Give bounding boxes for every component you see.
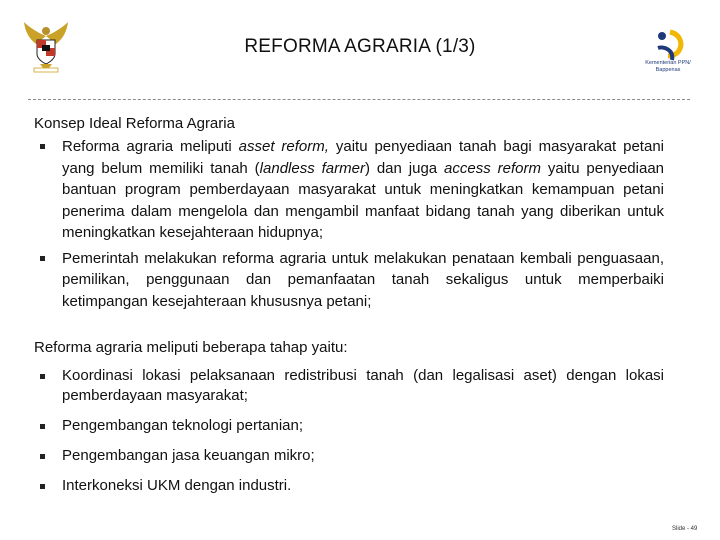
bullet-square-icon bbox=[40, 144, 45, 149]
list-item: Pengembangan teknologi pertanian; bbox=[34, 416, 664, 436]
slide-header bbox=[0, 0, 720, 100]
section-heading-konsep: Konsep Ideal Reforma Agraria bbox=[34, 115, 235, 132]
list-item: Pemerintah melakukan reforma agraria untuk melakukan penataan kembali penguasaan, pemilikan, penggunaan dan pemanfaatan tanah sekaligus untuk memperbaiki ketimpangan kesejahteraan khususnya petani; bbox=[34, 248, 664, 313]
bappenas-logo-text: Kementerian PPN/ Bappenas bbox=[645, 60, 691, 73]
section-heading-tahap: Reforma agraria meliputi beberapa tahap yaitu: bbox=[34, 339, 348, 356]
bullet-square-icon bbox=[40, 256, 45, 261]
tahap-list bbox=[34, 366, 664, 496]
slide-content bbox=[34, 114, 664, 506]
list-item: Interkoneksi UKM dengan industri. bbox=[34, 476, 664, 496]
list-item: Pengembangan jasa keuangan mikro; bbox=[34, 446, 664, 466]
bullet-square-icon bbox=[40, 454, 45, 459]
konsep-list bbox=[34, 136, 664, 312]
page-title: REFORMA AGRARIA (1/3) bbox=[244, 36, 476, 57]
list-item: Koordinasi lokasi pelaksanaan redistribusi tanah (dan legalisasi aset) dengan lokasi pemberdayaan masyarakat; bbox=[34, 366, 664, 406]
bullet-square-icon bbox=[40, 424, 45, 429]
bullet-square-icon bbox=[40, 374, 45, 379]
bullet-square-icon bbox=[40, 484, 45, 489]
header-divider bbox=[28, 99, 690, 100]
slide-number: Slide - 49 bbox=[672, 526, 698, 532]
list-item: Reforma agraria meliputi asset reform, yaitu penyediaan tanah bagi masyarakat petani yang belum memiliki tanah (landless farmer) dan juga access reform yaitu penyediaan bantuan program pemberdayaan masyarakat untuk meningkatkan kemampuan petani penerima dalam mengelola dan mengambil manfaat bidang tanah yang diberikan untuk meningkatkan kesejahteraan hidupnya; bbox=[34, 136, 664, 244]
